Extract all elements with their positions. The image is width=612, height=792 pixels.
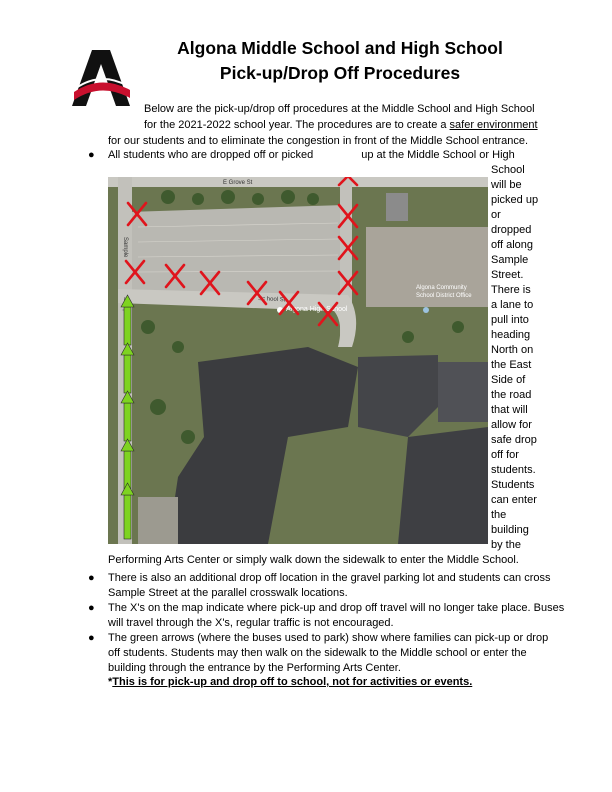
school-st-label: Sc hool St xyxy=(257,296,286,304)
bullet-side-text: School will be picked up or dropped off along Sample Street. There is a lane to pull into heading North on the East Side of the road that will allow for safe drop off for students. Students can enter the building by the xyxy=(491,164,539,551)
bullet-gravel-lot: ● There is also an additional drop off location in the gravel parking lot and students can cross Sample Street at the parallel crosswalk locations. xyxy=(88,572,551,599)
bullet-drop-off-sample-street: ● All students who are dropped off or picked up at the Middle School or High xyxy=(88,149,515,161)
bullet-x-marks: ● The X's on the map indicate where pick-up and drop off travel will no longer take place. Buses will travel through the X's, regular traffic is not encouraged. xyxy=(88,602,565,629)
page-subtitle: Pick-up/Drop Off Procedures xyxy=(219,63,461,83)
page-title: Algona Middle School and High School xyxy=(177,38,503,58)
high-school-label: Algona High School xyxy=(286,306,348,313)
district-office-label-1: Algona Community xyxy=(416,285,467,291)
bullet-drop-off-end: Performing Arts Center or simply walk down the sidewalk to enter the Middle School. xyxy=(108,554,519,566)
intro-paragraph: Below are the pick-up/drop off procedures at the Middle School and High School for the 2021-2022 school year. The procedures are to create a safer environment for our students and to eliminate the congestion in front of the Middle School entrance. xyxy=(108,103,538,147)
satellite-map xyxy=(108,177,488,544)
sample-st-label-top: Sample xyxy=(122,237,128,258)
activities-note: *This is for pick-up and drop off to school, not for activities or events. xyxy=(108,676,473,688)
bullet-green-arrows: ● The green arrows (where the buses used to park) show where families can pick-up or drop off students. Students may then walk on the sidewalk to the Middle school or enter the building through the entrance by the Performing Arts Center. xyxy=(88,632,549,674)
district-pin-icon xyxy=(423,307,429,313)
safer-environment-link: safer environment xyxy=(449,119,538,131)
grove-st-label: E Grove St xyxy=(223,180,253,186)
district-office-label-2: School District Office xyxy=(416,293,472,299)
